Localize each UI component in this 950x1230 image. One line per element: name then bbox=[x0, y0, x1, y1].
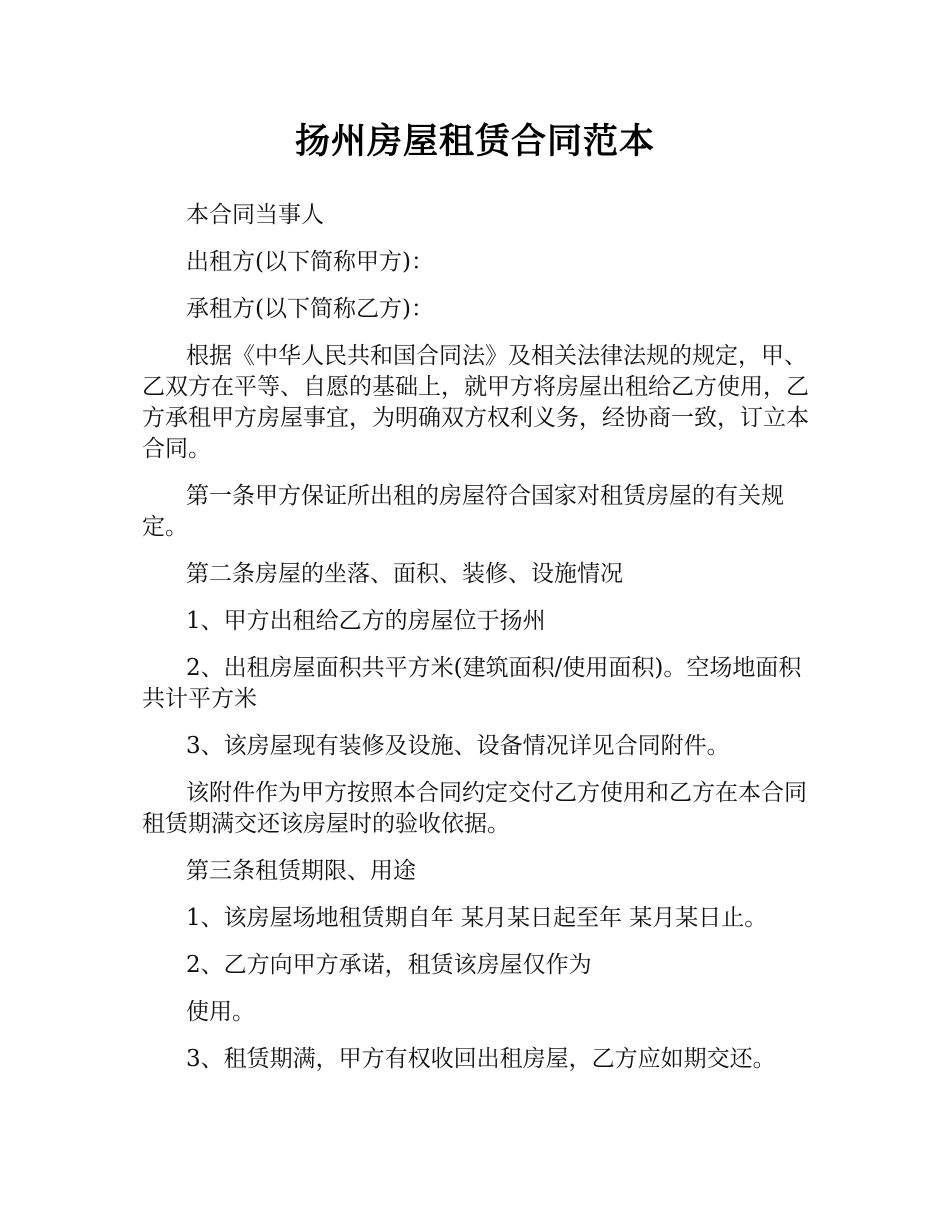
paragraph-article-2-heading: 第二条房屋的坐落、面积、装修、设施情况 bbox=[186, 561, 623, 587]
paragraph-preamble: 根据《中华人民共和国合同法》及相关法律法规的规定，甲、乙双方在平等、自愿的基础上，就甲方将房屋出租给乙方使用，乙方承租甲方房屋事宜，为明确双方权利义务，经协商一致，订立本合同。 bbox=[142, 343, 809, 462]
paragraph-article-3-item-3: 3、租赁期满，甲方有权收回出租房屋，乙方应如期交还。 bbox=[186, 1046, 776, 1072]
paragraph-article-3-heading: 第三条租赁期限、用途 bbox=[186, 858, 416, 884]
document-title: 扬州房屋租赁合同范本 bbox=[294, 122, 655, 162]
paragraph-parties-intro: 本合同当事人 bbox=[186, 202, 324, 228]
paragraph-article-2-item-2: 2、出租房屋面积共平方米(建筑面积/使用面积)。空场地面积共计平方米 bbox=[142, 655, 802, 712]
paragraph-annex-note: 该附件作为甲方按照本合同约定交付乙方使用和乙方在本合同租赁期满交还该房屋时的验收依据。 bbox=[142, 780, 807, 837]
paragraph-article-3-item-2: 2、乙方向甲方承诺，租赁该房屋仅作为 bbox=[186, 952, 592, 978]
paragraph-article-1: 第一条甲方保证所出租的房屋符合国家对租赁房屋的有关规定。 bbox=[142, 483, 784, 540]
paragraph-article-3-item-1: 1、该房屋场地租赁期自年 某月某日起至年 某月某日止。 bbox=[186, 905, 768, 931]
paragraph-lessor: 出租方(以下简称甲方)： bbox=[186, 249, 434, 275]
paragraph-article-3-item-2-cont: 使用。 bbox=[186, 999, 255, 1025]
paragraph-article-2-item-3: 3、该房屋现有装修及设施、设备情况详见合同附件。 bbox=[186, 733, 730, 759]
paragraph-lessee: 承租方(以下简称乙方)： bbox=[186, 296, 434, 322]
paragraph-article-2-item-1: 1、甲方出租给乙方的房屋位于扬州 bbox=[186, 608, 546, 634]
document-body bbox=[142, 200, 810, 1075]
